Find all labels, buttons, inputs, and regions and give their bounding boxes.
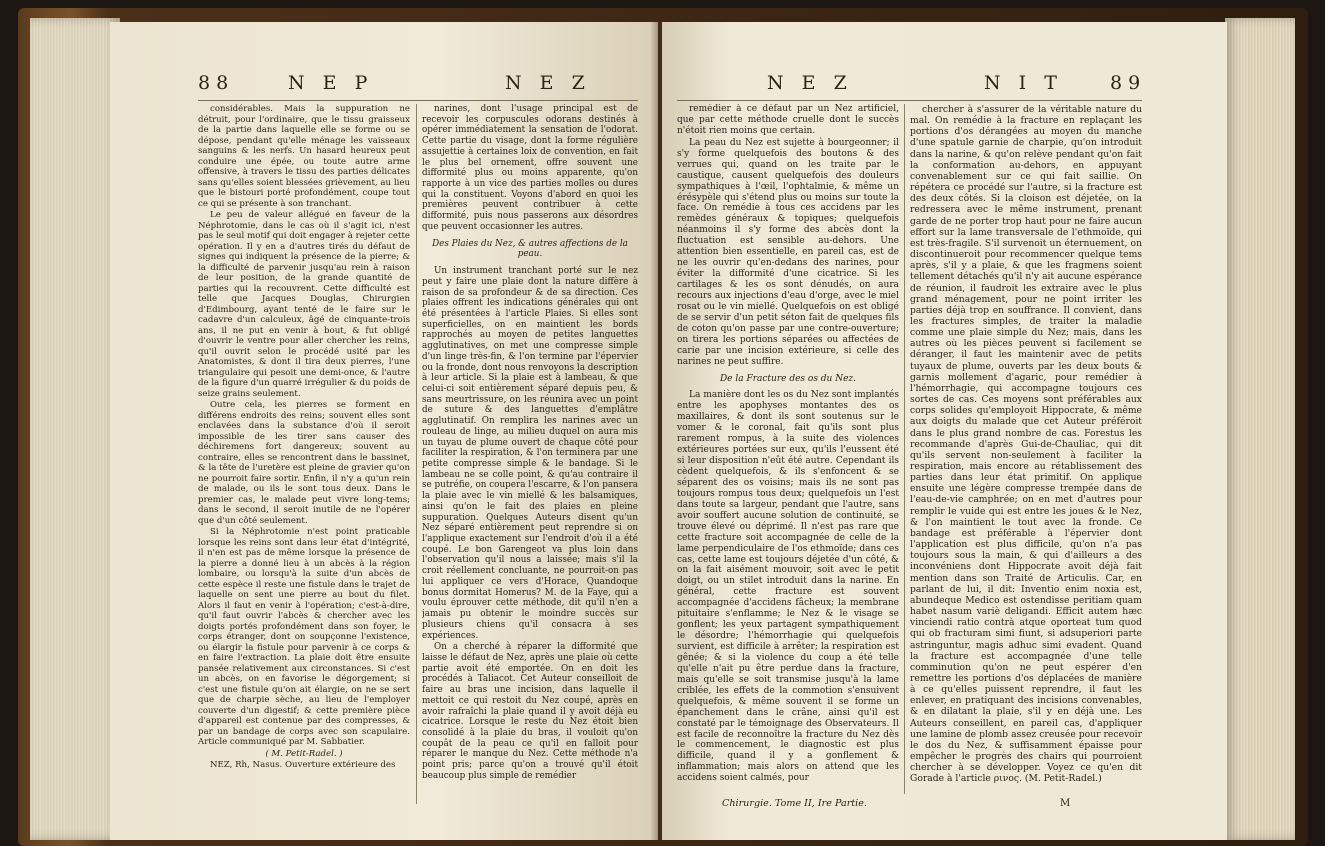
left-page-column-2 [422,104,638,814]
signature-mark: M [1060,798,1071,809]
paragraph: narines, dont l'usage principal est de recevoir les corpuscules odorans destinés à opérer immédiatement la sensation de l'odorat. Cette partie du visage, dont la forme régulière assujettie à certaines loix de convention, en fait le plus bel ornement, offre souvent une difformité plus ou moins apparente, qu'on rapporte à un vice des parties molles ou dures qui la constituent. Voyons d'abord en quoi les premières peuvent contribuer à cette difformité, puis nous passerons aux désordres que peuvent occasionner les autres. [422,104,638,232]
running-head-right: N E Z [505,72,591,94]
paragraph: Le peu de valeur allégué en faveur de la Néphrotomie, dans le cas où il s'agit ici, n'est pas le seul motif qui doit engager à rejeter cette opération. Il y en a d'autres tirés du défaut de signes qui indiquent la présence de la pierre; & la difficulté de parvenir jusqu'au rein à raison de leur position, de la grande quantité de parties qui la recouvrent. Cette difficulté est telle que Jacques Douglas, Chirurgien d'Edimbourg, ayant tenté de le faire sur le cadavre d'un calculeux, âgé de cinquante-trois ans, il ne put en venir à bout, & fut obligé d'ouvrir le ventre pour aller chercher les reins, qu'il ouvrit selon le procédé usité par les Anatomistes, & dont il tira deux pierres, l'une triangulaire qui pesoit une demi-once, & l'autre de la figure d'un quarré irrégulier & du poids de seize grains seulement. [198,210,410,399]
right-page [662,22,1227,840]
left-page-column-1 [198,104,410,814]
right-page-stack [1225,18,1295,840]
paragraph: Si la Néphrotomie n'est point praticable lorsque les reins sont dans leur état d'intégrité, il n'en est pas de même lorsque la présence de la pierre a donné lieu à un abcès à la région lombaire, ou lorsqu'à la suite d'un abcès de cette espèce il reste une fistule dans le trajet de laquelle on sent une pierre au bout du filet. Alors il faut en venir à l'opération; c'est-à-dire, qu'il faut ouvrir l'abcès & chercher avec les doigts portés profondément dans son foyer, le corps étranger, dont on soupçonne l'existence, ou élargir la fistule pour parvenir à ce corps & en faire l'extraction. La plaie doit être ensuite pansée relativement aux circonstances. Si c'est un abcès, on en favorise le dégorgement; si c'est une fistule qu'on ait élargie, on ne se sert que de charpie sèche, au lieu de l'employer couverte d'un digestif; & cette première pièce d'appareil est contenue par des compresses, & par un bandage de corps avec son scapulaire. Article communiqué par M. Sabbatier. [198,527,410,747]
left-page-header [110,72,658,98]
section-heading: Des Plaies du Nez, & autres affections de la peau. [432,238,628,260]
paragraph: La manière dont les os du Nez sont implantés entre les apophyses montantes des os maxillaires, & dont ils sont soutenus sur le vomer & le coronal, fait qu'ils sont plus rarement rompus, à la suite des violences extérieures portées sur eux, qu'ils l'eussent été si leur disposition n'eût été autre. Cependant ils cèdent quelquefois, & ils s'enfoncent & se séparent des os voisins; mais ils ne sont pas toujours rompus tous deux; quelquefois un l'est dans toute sa largeur, pendant que l'autre, sans avoir souffert aucune solution de continuité, se trouve élevé ou déprimé. Il n'est pas rare que cette fracture soit accompagnée de celle de la lame perpendiculaire de l'os ethmoïde; dans ces cas, cette lame est toujours déjetée d'un côté, & on la fait aisément mouvoir, soit avec le petit doigt, ou un stilet introduit dans la narine. En général, cette fracture est souvent accompagnée d'accidens fâcheux; la membrane pituitaire s'enflamme; le Nez & le visage se gonflent; les yeux partagent sympathiquement le désordre; l'hémorrhagie qui quelquefois survient, est difficile à arrêter; la respiration est gênée; & si la violence du coup a été telle qu'elle n'ait pu être perdue dans la fracture, mais qu'elle se soit transmise jusqu'à la lame criblée, les effets de la commotion s'ensuivent quelquefois, & même souvent il se forme un épanchement dans le crâne, ainsi qu'il est constaté par le témoignage des Observateurs. Il est facile de reconnoître la fracture du Nez dès le commencement, le diagnostic est plus difficile, quand il y a gonflement & inflammation; mais alors on attend que les accidens soient calmés, pour [677,390,899,784]
right-page-column-1 [677,104,899,794]
paragraph: remédier à ce défaut par un Nez artificiel, que par cette méthode cruelle dont le succès n'étoit rien moins que certain. [677,104,899,136]
paragraph: La peau du Nez est sujette à bourgeonner; il s'y forme quelquefois des boutons & des verrues qui, quand on les traite par le caustique, causent quelquefois des douleurs sympathiques à l'œil, l'ophtalmie, & même un érésypèle qui s'étend plus ou moins sur toute la face. On remédie à tous ces accidens par les remèdes généraux & topiques; quelquefois néanmoins il s'y forme des abcès dont la fluctuation est sensible au-dehors. Une attention bien essentielle, en pareil cas, est de ne les ouvrir qu'en-dedans des narines, pour éviter la difformité d'une cicatrice. Si les cartilages & les os sont dénudés, on aura recours aux injections d'eau d'orge, avec le miel rosat ou le vin miellé. Quelquefois on est obligé de se servir d'un petit séton fait de quelques fils de coton qu'on passe par une contre-ouverture; on tirera les portions séparées ou affectées de carie par une incision extérieure, si celle des narines ne peut suffire. [677,137,899,367]
page-number: 88 [198,72,235,94]
running-head-left: N E Z [767,72,853,94]
paragraph: Outre cela, les pierres se forment en différens endroits des reins; souvent elles sont enclavées dans la substance d'où il seroit impossible de les tirer sans causer des déchiremens fort dangereux; souvent au contraire, elles se rencontrent dans le bassinet, & la tête de l'uretère est pleine de gravier qu'on ne pourroit faire sortir. Enfin, il n'y a qu'un rein de malade, ou ils le sont tous deux. Dans le premier cas, le malade peut vivre long-tems; dans le second, il seroit inutile de ne l'opérer que d'un côté seulement. [198,400,410,526]
paragraph: Un instrument tranchant porté sur le nez peut y faire une plaie dont la nature diffère à raison de sa profondeur & de sa direction. Ces plaies offrent les indications générales qui ont été présentées à l'article Plaies. Si elles sont superficielles, on en maintient les bords rapprochés au moyen de petites languettes agglutinatives, on met une compresse simple d'un linge très-fin, & l'on termine par l'épervier ou la fronde, dont nous renvoyons la description à leur article. Si la plaie est à lambeau, & que celui-ci soit entièrement séparé depuis peu, & sans meurtrissure, on les réunira avec un point de suture & des languettes d'emplâtre agglutinatif. On remplira les narines avec un rouleau de linge, au milieu duquel on aura mis un tuyau de plume ouvert de chaque côté pour faciliter la respiration, & l'on terminera par une petite compresse simple & le bandage. Si le lambeau ne se colle point, & qu'au contraire il se putréfie, on coupera l'escarre, & l'on pansera la plaie avec le vin miellé & les balsamiques, ainsi qu'on le fait des plaies en pleine suppuration. Quelques Auteurs disent qu'un Nez séparé entièrement peut reprendre si on l'applique exactement sur l'endroit d'où il a été coupé. Le bon Garengeot va plus loin dans l'observation qu'il nous a laissée; mais s'il la croit réellement concluante, ne pourroit-on pas lui appliquer ce vers d'Horace, Quandoque bonus dormitat Homerus? M. de la Faye, qui a voulu éprouver cette méthode, dit qu'il n'en a jamais pu obtenir le moindre succès sur plusieurs chiens qu'il consacra à ses expériences. [422,266,638,641]
left-page-stack [30,18,120,840]
paragraph: considérables. Mais la suppuration ne détruit, pour l'ordinaire, que le tissu graisseux de la partie dans laquelle elle se forme ou se dépose, pendant qu'elle ménage les vaisseaux sanguins & les nerfs. Un hasard heureux peut conduire une épée, ou toute autre arme offensive, à travers le tissu des parties délicates sans qu'elles soient blessées grièvement, au lieu que le bistouri porté profondément, coupe tout ce qui se présente à son tranchant. [198,104,410,209]
section-heading: De la Fracture des os du Nez. [719,373,857,384]
author-signature: ( M. Petit-Radel. ) [265,748,343,759]
header-rule [198,100,638,101]
column-divider [416,104,417,804]
column-divider [904,104,905,794]
running-head-left: N E P [288,72,374,94]
header-rule [677,100,1142,101]
paragraph: On a cherché à réparer la difformité que laisse le défaut de Nez, après une plaie où cette partie avoit été emportée. On en doit les procédés à Taliacot. Cet Auteur conseilloit de faire au bras une incision, dans laquelle il mettoit ce qui restoit du Nez coupé, après en avoir rafraîchi la plaie quand il y avoit déjà eu cicatrice. Lorsque le reste du Nez étoit bien consolidé à la plaie du bras, il vouloit qu'on coupât de la peau ce qu'il en falloit pour réparer le manque du Nez. Cette méthode n'a point pris; parce qu'on a trouvé qu'il étoit beaucoup plus simple de remédier [422,642,638,781]
left-page [110,22,658,840]
page-number: 89 [1110,72,1147,94]
right-page-header [662,72,1227,98]
entry-start: NEZ, Rh, Nasus. Ouverture extérieure des [210,760,396,770]
right-page-column-2 [910,104,1142,794]
page-footer: Chirurgie. Tome II, Ire Partie. [722,798,867,809]
paragraph: chercher à s'assurer de la véritable nature du mal. On remédie à la fracture en replaçant les portions d'os dérangées au moyen du manche d'une spatule garnie de charpie, qu'on introduit dans la narine, & qu'on relève pendant qu'on fait la conformation au-dehors, en appuyant convenablement sur ce qui fait saillie. On répétera ce procédé sur l'autre, si la fracture est des deux côtés. Si la cloison est déjetée, on la redressera avec le même instrument, prenant garde de ne porter trop haut pour ne faire aucun effort sur la lame transversale de l'ethmoïde, qui est très-fragile. S'il survenoit un éternuement, on discontinueroit pour recommencer quelque tems après, s'il y a plaie, & que les fragmens soient tellement détachés qu'il n'y ait aucune espérance de réunion, il faudroit les extraire avec le plus grand ménagement, pour ne point irriter les parties déjà trop en souffrance. Il convient, dans les fractures simples, de traiter la maladie comme une plaie simple du Nez; mais, dans les autres où les pièces peuvent si facilement se déranger, il faut les maintenir avec de petits tuyaux de plume, ouverts par les deux bouts & garnis mollement d'agaric, pour remédier à l'hémorrhagie, qui accompagne toujours ces sortes de cas. Ces moyens sont préférables aux corps solides qu'employoit Hippocrate, & même aux doigts du malade que cet Auteur préféroit dans le plus grand nombre de cas. Forestus les recommande d'après Gui-de-Chauliac, qui dit qu'ils servent non-seulement à faciliter la respiration, mais encore au rétablissement des parties dans leur état primitif. On applique ensuite une légère compresse trempée dans de l'eau-de-vie camphrée; on en met d'autres pour remplir le vuide qui est entre les joues & le Nez, & l'on maintient le tout avec la fronde. Ce bandage est préférable à l'épervier dont l'application est plus difficile, qu'on n'a pas toujours sous la main, & qui d'ailleurs a des inconvéniens dont Hippocrate avoit déjà fait mention dans son Traité de Articulis. Car, en parlant de lui, il dit: Inventio enim noxia est, abundeque Medico est ostendisse peritiam quam habet nasum variè deligandi. Efficit autem hæc vinciendi ratio contrà atque oporteat tum quod qui ob fracturam simi fiunt, si adsuperiori parte astringuntur, magis adhuc simi evadent. Quand la fracture est accompagnée d'une telle comminution qu'on ne peut espérer d'en remettre les portions d'os déplacées de manière à ce qu'elles puissent reprendre, il faut les enlever, en pratiquant des incisions convenables, & en dilatant la plaie, s'il y en déjà une. Les Auteurs conseillent, en pareil cas, d'appliquer une lamine de plomb assez creusée pour recevoir le dos du Nez, & suffisamment épaisse pour empêcher le progrès des chairs qui pourroient chercher à se développer. Voyez ce qu'en dit Gorade à l'article ρινος. (M. Petit-Radel.) [910,104,1142,785]
running-head-right: N I T [984,72,1063,94]
